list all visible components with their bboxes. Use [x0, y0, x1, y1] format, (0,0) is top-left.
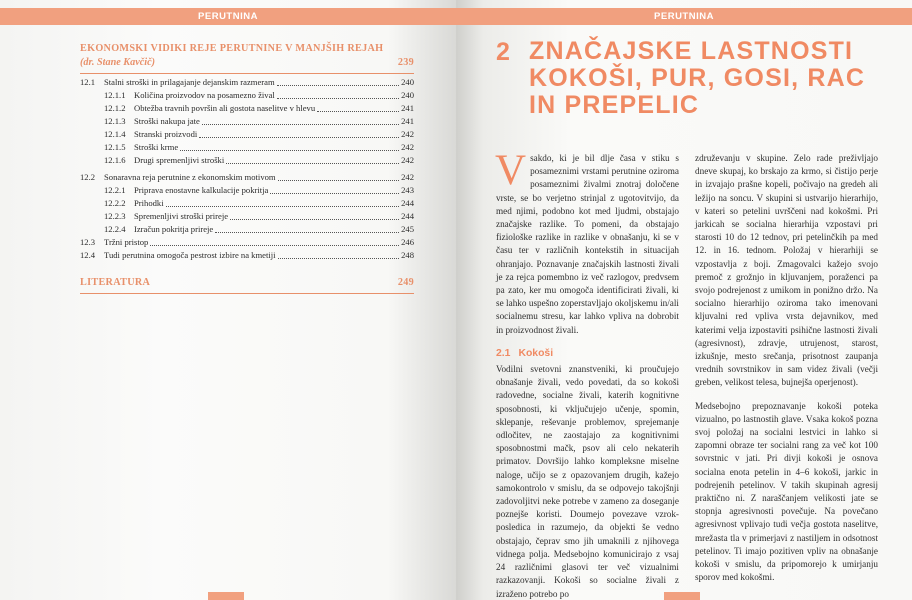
footer-tab-right — [664, 592, 700, 600]
right-page — [456, 0, 912, 600]
toc-row[interactable]: 12.2 Sonaravna reja perutnine z ekonomskim motivom 242 — [80, 172, 414, 182]
section-heading: 2.1 Kokoši — [496, 347, 554, 359]
chapter-number: 2 — [496, 38, 510, 66]
running-header-left: PERUTNINA — [0, 8, 456, 25]
footer-tab-left — [208, 592, 244, 600]
chapter-heading: ZNAČAJSKE LASTNOSTI KOKOŠI, PUR, GOSI, RAC IN PREPELIC — [529, 37, 866, 119]
table-of-contents — [80, 42, 414, 296]
toc-row[interactable]: 12.1.3 Stroški nakupa jate 241 — [104, 116, 414, 126]
toc-row[interactable]: 12.1.6 Drugi spremenljivi stroški 242 — [104, 155, 414, 165]
toc-row[interactable]: 12.1 Stalni stroški in prilagajanje dejanskim razmeram 240 — [80, 77, 414, 87]
toc-row[interactable]: 12.4 Tudi perutnina omogoča pestrost izbire na kmetiji 248 — [80, 250, 414, 260]
toc-row[interactable]: 12.3 Tržni pristop 246 — [80, 237, 414, 247]
chapter-title: EKONOMSKI VIDIKI REJE PERUTNINE V MANJŠIH REJAH — [80, 43, 384, 54]
toc-row[interactable]: 12.2.4 Izračun pokritja prireje 245 — [104, 224, 414, 234]
paragraph: združevanju v skupine. Zelo rade preživljajo dneve skupaj, ko brskajo za krmo, si čistijo perje in izvajajo prašne kopeli, počivajo na gredeh ali ležijo na soncu. V skupini si ustvarijo hierarhijo, v kateri so petelini uvrščeni nad kokošmi. Pri jarkicah se socialna hierarhija vzpostavi pri starosti 10 do 12 tednov, pri petelinčkih pa med 12. in 16. tednom. Položaj v hierarhiji se vzpostavlja z boji. Zmagovalci kažejo svojo premoč z grožnjo in kljuvanjem, poraženci pa svojo podrejenost z umikom in ponižno držo. Na socialno hierarhijo oziroma tako imenovani kljuvalni red vpliva vrsta dejavnikov, med katerimi velja izpostaviti psihične lastnosti živali (agresivnost), zdravje, utrujenost, starost, izkušnje, mesto srečanja, prisotnost zaupanja vrednih sovrstnikov in sam videz živali (večji greben, velikost telesa, bujnejša operjenost). — [695, 153, 878, 388]
toc-row[interactable]: 12.2.3 Spremenljivi stroški prireje 244 — [104, 211, 414, 221]
toc-row[interactable]: 12.2.1 Priprava enostavne kalkulacije pokritja 243 — [104, 185, 414, 195]
section-paragraph: Vodilni svetovni znanstveniki, ki proučujejo obnašanje živali, vedo povedati, da so kokoši radovedne, socialne živali, katerih kognitivne sposobnosti, ki vključujejo učenje, spomin, sklepanje, reševanje problemov, sprejemanje odločitev, ne zaostajajo za kognitivnimi sposobnostmi mačk, psov ali celo nekaterih primatov. Dovršijo lahko kompleksne miselne naloge, učijo se z opazovanjem drugih, kažejo samokontrolo v smislu, da se odpovejo takojšnji zadovoljitvi neke potrebe v zameno za doseganje poznejše koristi. Doumejo povezave vzrok-posledica in razumejo, da objekti še vedno obstajajo, čeprav smo jih umaknili z njihovega vidnega polja. Medsebojno komunicirajo z vsaj 24 različnimi glasovi ter več vizualnimi razkazovanji. Kokoši so socialne živali z izraženo potrebo po — [496, 364, 679, 599]
toc-row[interactable]: 12.1.5 Stroški krme 242 — [104, 142, 414, 152]
text-column-left — [495, 147, 679, 600]
toc-row[interactable]: 12.1.2 Obtežba travnih površin ali gostota naselitve v hlevu 241 — [104, 103, 414, 113]
running-header-right: PERUTNINA — [456, 8, 912, 25]
intro-paragraph: Vsakdo, ki je bil dlje časa v stiku s posameznimi vrstami perutnine oziroma posameznimi živalmi znotraj določene vrste, se bo verjetno strinjal z ugotovitvijo, da med njimi, podobno kot med ljudmi, obstajajo značajske razlike. To pomeni, da obstajajo fiziološke razlike in razlike v obnašanju, ki se v času ter v različnih kontekstih in situacijah ohranjajo. Poznavanje značajskih lastnosti živali je za rejca pomembno iz več razlogov, predvsem pa zato, ker mu omogoča identificirati živali, ki se lahko uspešno zoperstavljajo okoljskemu in/ali socialnemu stresu, kar lahko vpliva na dobrobit in proizvodnost živali. — [495, 147, 679, 335]
toc-chapter-literatura[interactable]: LITERATURA 249 — [80, 277, 414, 288]
literature-rule — [80, 293, 414, 294]
paragraph: Medsebojno prepoznavanje kokoši poteka vizualno, po lastnostih glave. Vsaka kokoš pozna svoj položaj na socialni lestvici in lahko si zapomni obraze ter socialni rang za več kot 100 sovrstnic v jati. Pri divji kokoši je osnova socialna enota petelin in 4–6 kokoši, jarkic in podrejenih petelinov. V takih skupinah agresij praktično ni. Z naraščanjem velikosti jate se stopnja agresivnosti povečuje. Na povečano agresivnost vplivajo tudi večja gostota naselitve, mrežasta tla v primerjavi z nastiljem in odsotnost petelinov. Ti imajo pozitiven vpliv na obnašanje kokoši v smislu, da pripomorejo k umirjanju sporov med kokošmi. — [695, 400, 878, 583]
toc-row[interactable]: 12.2.2 Prihodki 244 — [104, 198, 414, 208]
toc-row[interactable]: 12.1.1 Količina proizvodov na posamezno žival 240 — [104, 90, 414, 100]
chapter-author: (dr. Stane Kavčič) — [80, 57, 155, 68]
chapter-rule — [80, 73, 414, 74]
toc-chapter-economics[interactable] — [80, 42, 414, 70]
text-column-right — [695, 152, 878, 595]
chapter-page: 239 — [397, 57, 414, 68]
toc-row[interactable]: 12.1.4 Stranski proizvodi 242 — [104, 129, 414, 139]
drop-cap: V — [495, 147, 527, 194]
